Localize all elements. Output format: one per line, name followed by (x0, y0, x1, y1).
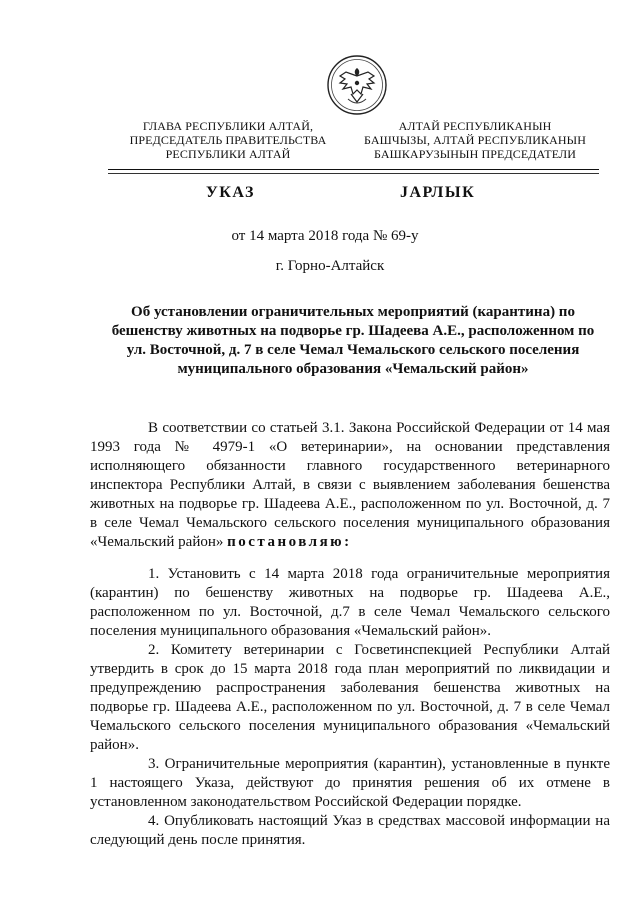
doc-type-russian: УКАЗ (206, 184, 255, 201)
decree-item: 1. Установить с 14 марта 2018 года ограничительные мероприятия (карантин) по бешенству животных на подворье гр. Шадеева А.Е., расположенном по ул. Восточной, д.7 в селе Чемал Чемальского сельского поселения муниципального образования «Чемальский район». (90, 566, 610, 639)
header-left-line: ГЛАВА РЕСПУБЛИКИ АЛТАЙ, (142, 119, 314, 133)
header-divider-thin (108, 173, 599, 174)
decree-items (90, 565, 610, 850)
title-line: Об установлении ограничительных мероприятий (карантина) по (131, 304, 575, 320)
header-right-line: БАШКАРУЗЫНЫН ПРЕДСЕДАТЕЛИ (374, 147, 576, 161)
header-left-block (108, 119, 348, 161)
header-right-line: АЛТАЙ РЕСПУБЛИКАНЫН (398, 119, 552, 133)
title-line: бешенству животных на подворье гр. Шадеева А.Е., расположенном по (111, 323, 595, 339)
preamble-paragraph (90, 419, 610, 552)
title-line: ул. Восточной, д. 7 в селе Чемал Чемальского сельского поселения (126, 342, 580, 358)
header-left-line: ПРЕДСЕДАТЕЛЬ ПРАВИТЕЛЬСТВА (129, 133, 327, 147)
header-divider-thick (108, 169, 599, 170)
header-right-block (355, 119, 595, 161)
header-left-line: РЕСПУБЛИКИ АЛТАЙ (165, 147, 291, 161)
decree-city: г. Горно-Алтайск (275, 258, 385, 274)
doc-type-altai: JАРЛЫК (400, 184, 476, 201)
decree-item: 2. Комитету ветеринарии с Госветинспекцией Республики Алтай утвердить в срок до 15 марта 2018 года план мероприятий по ликвидации и предупреждению распространения заболевания бешенства животных на подворье гр. Шадеева А.Е., расположенном по ул. Восточной, д. 7 в селе Чемал Чемальского сельского поселения муниципального образования «Чемальский район». (90, 642, 610, 753)
header-right-line: БАШЧЫЗЫ, АЛТАЙ РЕСПУБЛИКАНЫН (364, 133, 586, 147)
coat-of-arms-icon (326, 54, 388, 116)
decree-item: 4. Опубликовать настоящий Указ в средствах массовой информации на следующий день после принятия. (90, 813, 610, 848)
decree-item: 3. Ограничительные мероприятия (карантин), установленные в пункте 1 настоящего Указа, действуют до принятия решения об их отмене в установленном законодательством Российской Федерации порядке. (90, 756, 610, 810)
decree-date-number: от 14 марта 2018 года № 69-у (231, 228, 419, 244)
decree-title (92, 303, 614, 379)
decree-keyword: постановляю: (227, 534, 352, 550)
preamble-text: В соответствии со статьей 3.1. Закона Российской Федерации от 14 мая 1993 года № 4979-1 «О ветеринарии», на основании представления исполняющего обязанности главного государственного ветеринарного инспектора Республики Алтай, в связи с выявлением заболевания бешенства животных на подворье гр. Шадеева А.Е., расположенном по ул. Восточной, д. 7 в селе Чемал Чемальского сельского поселения муниципального образования «Чемальский район» (90, 420, 610, 550)
title-line: муниципального образования «Чемальский район» (177, 361, 529, 377)
